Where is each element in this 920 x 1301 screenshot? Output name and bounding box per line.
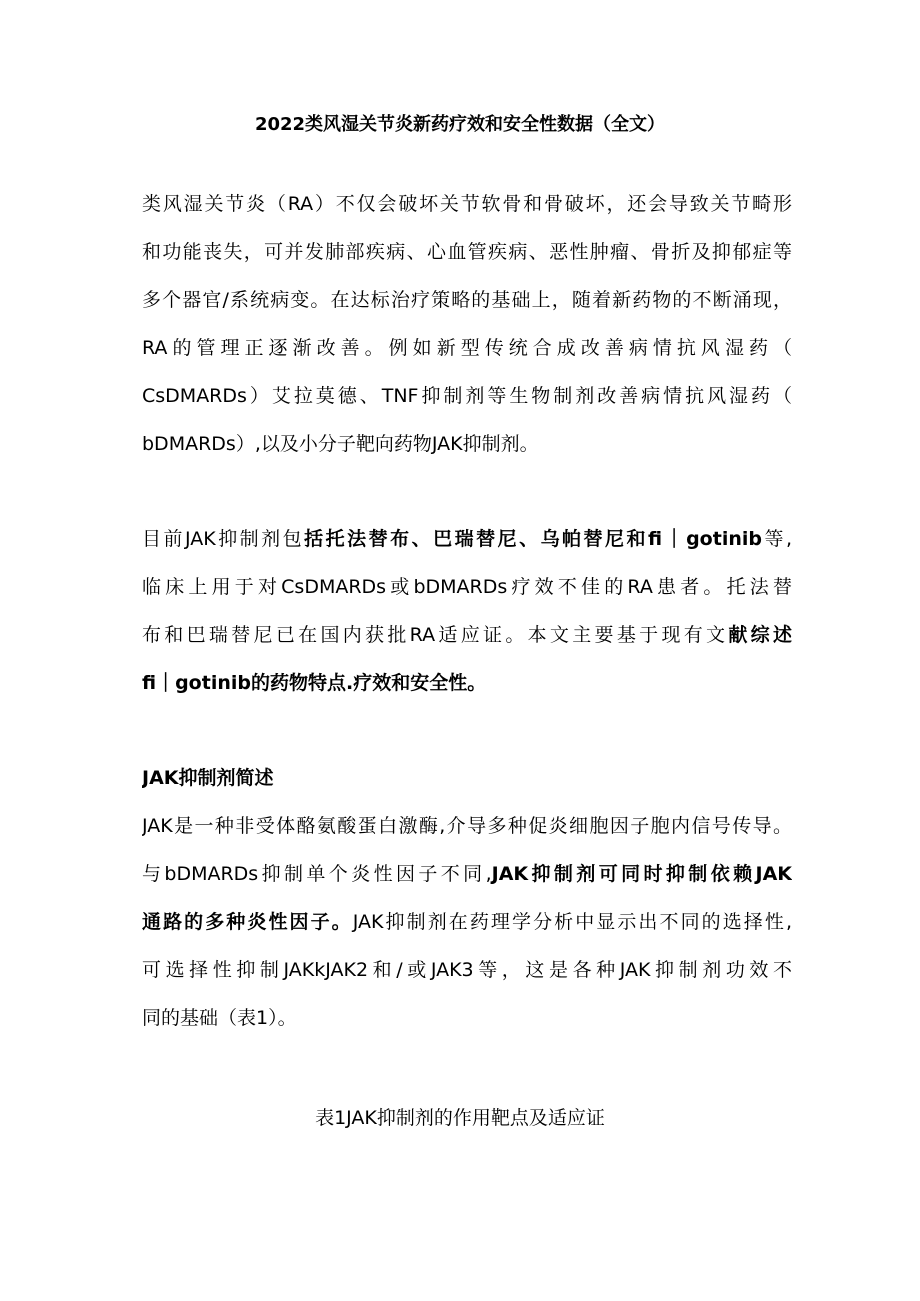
paragraph-line — [142, 515, 792, 563]
bold-text-run: 献综述 — [728, 624, 792, 646]
paragraph-line: 和功能丧失，可并发肺部疾病、心血管疾病、恶性肿瘤、骨折及抑郁症等 — [142, 241, 792, 263]
text-run: 目前JAK抑制剂包 — [142, 528, 305, 550]
paragraph-line: 临床上用于对CsDMARDs或bDMARDs疗效不佳的RA患者。托法替 — [142, 576, 792, 598]
intro-paragraph — [142, 180, 792, 468]
bold-text-run: 括托法替布、巴瑞替尼、乌帕替尼和fi｜gotinib — [304, 528, 762, 550]
paragraph-line — [142, 898, 792, 946]
bold-text-run: 通路的多种炎性因子。 — [142, 911, 353, 933]
table-caption: 表1JAK抑制剂的作用靶点及适应证 — [315, 1107, 605, 1129]
paragraph-line: RA的管理正逐渐改善。例如新型传统合成改善病情抗风湿药（ — [142, 337, 792, 359]
bold-text-run: JAK抑制剂可同时抑制依赖JAK — [491, 863, 792, 885]
paragraph-line: bDMARDs）,以及小分子靶向药物JAK抑制剂。 — [142, 433, 539, 455]
paragraph-line: 类风湿关节炎（RA）不仅会破坏关节软骨和骨破坏，还会导致关节畸形 — [142, 193, 792, 215]
paragraph-line: JAK是一种非受体酪氨酸蛋白激酶,介导多种促炎细胞因子胞内信号传导。 — [142, 815, 792, 837]
jak-overview-paragraph — [142, 802, 792, 1042]
document-title: 2022类风湿关节炎新药疗效和安全性数据（全文） — [254, 114, 666, 135]
text-run: 与bDMARDs抑制单个炎性因子不同, — [142, 863, 492, 885]
section-heading-container — [142, 754, 792, 802]
jak-inhibitors-paragraph — [142, 515, 792, 707]
text-run: JAK抑制剂在药理学分析中显示出不同的选择性, — [352, 911, 792, 933]
paragraph-line: 多个器官/系统病变。在达标治疗策略的基础上，随着新药物的不断涌现， — [142, 289, 792, 311]
section-heading: JAK抑制剂简述 — [142, 767, 274, 789]
text-run: 布和巴瑞替尼已在国内获批RA适应证。本文主要基于现有文 — [142, 624, 729, 646]
paragraph-line — [142, 850, 792, 898]
paragraph-line: 可选择性抑制JAKkJAK2和/或JAK3等，这是各种JAK抑制剂功效不 — [142, 959, 792, 981]
paragraph-line — [142, 611, 792, 659]
paragraph-line: fi｜gotinib的药物特点.疗效和安全性。 — [142, 672, 487, 694]
text-run: 等, — [761, 528, 792, 550]
paragraph-line: CsDMARDs）艾拉莫德、TNF抑制剂等生物制剂改善病情抗风湿药（ — [142, 385, 792, 407]
paragraph-line: 同的基础（表1）。 — [142, 1007, 297, 1029]
